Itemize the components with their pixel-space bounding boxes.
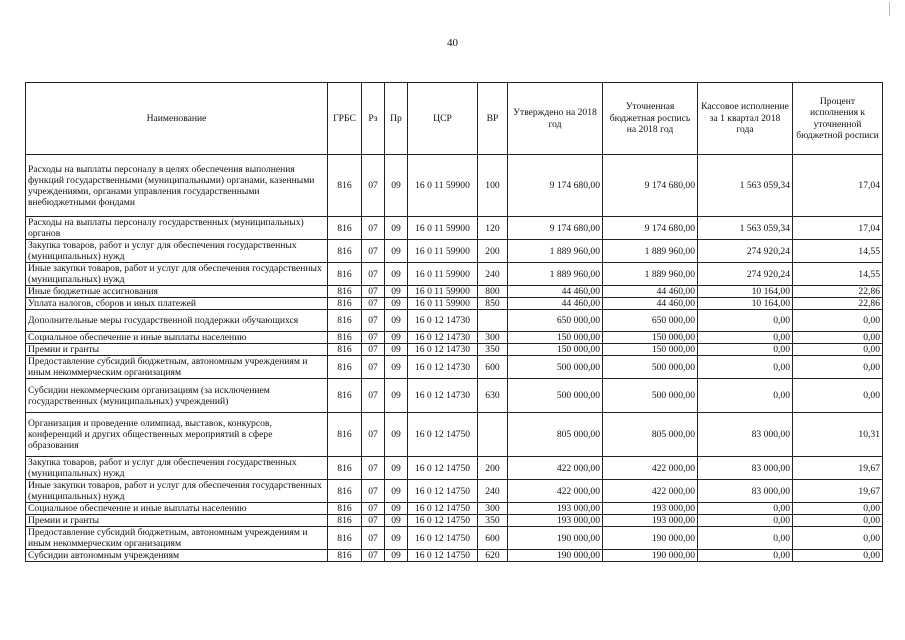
pr-cell: 09 [385, 240, 408, 263]
approved-cell: 500 000,00 [508, 356, 603, 379]
grbs-cell: 816 [328, 332, 362, 344]
pr-cell: 09 [385, 356, 408, 379]
cash-cell: 0,00 [698, 379, 793, 413]
grbs-cell: 816 [328, 503, 362, 515]
rz-cell: 07 [362, 550, 385, 562]
grbs-cell: 816 [328, 480, 362, 503]
row-name-cell: Организация и проведение олимпиад, выставок, конкурсов, конференций и других общественных мероприятий в сфере образования [26, 413, 328, 457]
page-number: 40 [447, 37, 458, 49]
percent-cell: 17,04 [793, 155, 883, 217]
vr-cell: 200 [478, 457, 508, 480]
refined-cell: 190 000,00 [603, 527, 698, 550]
refined-cell: 193 000,00 [603, 515, 698, 527]
row-name-cell: Иные закупки товаров, работ и услуг для обеспечения государственных (муниципальных) нужд [26, 480, 328, 503]
percent-cell: 22,86 [793, 286, 883, 298]
vr-cell: 100 [478, 155, 508, 217]
approved-cell: 190 000,00 [508, 550, 603, 562]
vr-cell: 800 [478, 286, 508, 298]
csr-cell: 16 0 11 59900 [408, 155, 478, 217]
refined-cell: 9 174 680,00 [603, 217, 698, 240]
rz-cell: 07 [362, 286, 385, 298]
rz-cell: 07 [362, 379, 385, 413]
pr-cell: 09 [385, 298, 408, 310]
table-row [26, 332, 883, 344]
grbs-cell: 816 [328, 263, 362, 286]
cash-cell: 0,00 [698, 344, 793, 356]
grbs-cell: 816 [328, 356, 362, 379]
cash-cell: 10 164,00 [698, 298, 793, 310]
row-name-cell: Иные бюджетные ассигнования [26, 286, 328, 298]
table-row [26, 480, 883, 503]
header-name: Наименование [26, 83, 328, 155]
pr-cell: 09 [385, 310, 408, 332]
row-name-cell: Закупка товаров, работ и услуг для обеспечения государственных (муниципальных) нужд [26, 457, 328, 480]
approved-cell: 150 000,00 [508, 332, 603, 344]
cash-cell: 83 000,00 [698, 413, 793, 457]
header-csr: ЦСР [408, 83, 478, 155]
table-row [26, 240, 883, 263]
pr-cell: 09 [385, 263, 408, 286]
approved-cell: 500 000,00 [508, 379, 603, 413]
cash-cell: 1 563 059,34 [698, 155, 793, 217]
vr-cell: 600 [478, 356, 508, 379]
approved-cell: 422 000,00 [508, 480, 603, 503]
cash-cell: 0,00 [698, 550, 793, 562]
vr-cell: 300 [478, 503, 508, 515]
approved-cell: 150 000,00 [508, 344, 603, 356]
pr-cell: 09 [385, 480, 408, 503]
row-name-cell: Премии и гранты [26, 515, 328, 527]
refined-cell: 150 000,00 [603, 344, 698, 356]
pr-cell: 09 [385, 286, 408, 298]
table-row [26, 263, 883, 286]
cash-cell: 0,00 [698, 527, 793, 550]
row-name-cell: Премии и гранты [26, 344, 328, 356]
header-cash: Кассовое исполнение за 1 квартал 2018 года [698, 83, 793, 155]
approved-cell: 193 000,00 [508, 503, 603, 515]
csr-cell: 16 0 12 14750 [408, 503, 478, 515]
approved-cell: 9 174 680,00 [508, 155, 603, 217]
refined-cell: 1 889 960,00 [603, 240, 698, 263]
pr-cell: 09 [385, 550, 408, 562]
grbs-cell: 816 [328, 413, 362, 457]
percent-cell: 0,00 [793, 503, 883, 515]
percent-cell: 0,00 [793, 344, 883, 356]
cash-cell: 1 563 059,34 [698, 217, 793, 240]
approved-cell: 1 889 960,00 [508, 240, 603, 263]
header-percent: Процент исполнения к уточненной бюджетной росписи [793, 83, 883, 155]
pr-cell: 09 [385, 457, 408, 480]
grbs-cell: 816 [328, 240, 362, 263]
pr-cell: 09 [385, 503, 408, 515]
percent-cell: 14,55 [793, 240, 883, 263]
grbs-cell: 816 [328, 286, 362, 298]
table-row [26, 457, 883, 480]
table-header-row [26, 83, 883, 155]
percent-cell: 0,00 [793, 550, 883, 562]
csr-cell: 16 0 11 59900 [408, 286, 478, 298]
row-name-cell: Субсидии автономным учреждениям [26, 550, 328, 562]
percent-cell: 0,00 [793, 379, 883, 413]
row-name-cell: Предоставление субсидий бюджетным, автономным учреждениям и иным некоммерческим организациям [26, 356, 328, 379]
vr-cell [478, 310, 508, 332]
rz-cell: 07 [362, 356, 385, 379]
header-pr: Пр [385, 83, 408, 155]
refined-cell: 422 000,00 [603, 457, 698, 480]
grbs-cell: 816 [328, 298, 362, 310]
csr-cell: 16 0 11 59900 [408, 263, 478, 286]
cash-cell: 83 000,00 [698, 480, 793, 503]
vr-cell: 350 [478, 515, 508, 527]
percent-cell: 19,67 [793, 480, 883, 503]
cash-cell: 83 000,00 [698, 457, 793, 480]
rz-cell: 07 [362, 344, 385, 356]
rz-cell: 07 [362, 310, 385, 332]
cash-cell: 0,00 [698, 332, 793, 344]
header-refined: Уточненная бюджетная роспись на 2018 год [603, 83, 698, 155]
cash-cell: 0,00 [698, 515, 793, 527]
vr-cell: 200 [478, 240, 508, 263]
grbs-cell: 816 [328, 310, 362, 332]
table-row [26, 527, 883, 550]
approved-cell: 44 460,00 [508, 286, 603, 298]
csr-cell: 16 0 12 14750 [408, 480, 478, 503]
rz-cell: 07 [362, 515, 385, 527]
percent-cell: 14,55 [793, 263, 883, 286]
pr-cell: 09 [385, 217, 408, 240]
csr-cell: 16 0 12 14750 [408, 527, 478, 550]
approved-cell: 805 000,00 [508, 413, 603, 457]
row-name-cell: Субсидии некоммерческим организациям (за исключением государственных (муниципальных) учреждений) [26, 379, 328, 413]
pr-cell: 09 [385, 379, 408, 413]
header-approved: Утверждено на 2018 год [508, 83, 603, 155]
row-name-cell: Уплата налогов, сборов и иных платежей [26, 298, 328, 310]
grbs-cell: 816 [328, 217, 362, 240]
rz-cell: 07 [362, 332, 385, 344]
vr-cell: 620 [478, 550, 508, 562]
percent-cell: 19,67 [793, 457, 883, 480]
pr-cell: 09 [385, 155, 408, 217]
budget-table [25, 82, 883, 562]
cash-cell: 0,00 [698, 310, 793, 332]
percent-cell: 0,00 [793, 310, 883, 332]
rz-cell: 07 [362, 503, 385, 515]
csr-cell: 16 0 12 14730 [408, 356, 478, 379]
approved-cell: 193 000,00 [508, 515, 603, 527]
rz-cell: 07 [362, 413, 385, 457]
csr-cell: 16 0 11 59900 [408, 240, 478, 263]
rz-cell: 07 [362, 527, 385, 550]
refined-cell: 1 889 960,00 [603, 263, 698, 286]
csr-cell: 16 0 12 14730 [408, 344, 478, 356]
csr-cell: 16 0 11 59900 [408, 217, 478, 240]
refined-cell: 44 460,00 [603, 298, 698, 310]
refined-cell: 44 460,00 [603, 286, 698, 298]
csr-cell: 16 0 12 14730 [408, 332, 478, 344]
refined-cell: 805 000,00 [603, 413, 698, 457]
approved-cell: 190 000,00 [508, 527, 603, 550]
page-edge-mark [889, 2, 890, 16]
vr-cell: 850 [478, 298, 508, 310]
approved-cell: 44 460,00 [508, 298, 603, 310]
vr-cell: 600 [478, 527, 508, 550]
approved-cell: 9 174 680,00 [508, 217, 603, 240]
refined-cell: 500 000,00 [603, 356, 698, 379]
table-row [26, 310, 883, 332]
refined-cell: 150 000,00 [603, 332, 698, 344]
vr-cell: 240 [478, 263, 508, 286]
vr-cell: 350 [478, 344, 508, 356]
percent-cell: 22,86 [793, 298, 883, 310]
approved-cell: 1 889 960,00 [508, 263, 603, 286]
rz-cell: 07 [362, 480, 385, 503]
row-name-cell: Дополнительные меры государственной поддержки обучающихся [26, 310, 328, 332]
table-row [26, 515, 883, 527]
table-body [26, 155, 883, 562]
row-name-cell: Расходы на выплаты персоналу в целях обеспечения выполнения функций государственными (муниципальными) органами, казенными учреждениями, органами управления государственными внебюджетными фондами [26, 155, 328, 217]
percent-cell: 0,00 [793, 332, 883, 344]
row-name-cell: Иные закупки товаров, работ и услуг для обеспечения государственных (муниципальных) нужд [26, 263, 328, 286]
table-row [26, 379, 883, 413]
table-row [26, 298, 883, 310]
csr-cell: 16 0 12 14750 [408, 457, 478, 480]
row-name-cell: Социальное обеспечение и иные выплаты населению [26, 332, 328, 344]
csr-cell: 16 0 12 14730 [408, 310, 478, 332]
grbs-cell: 816 [328, 550, 362, 562]
rz-cell: 07 [362, 240, 385, 263]
refined-cell: 650 000,00 [603, 310, 698, 332]
cash-cell: 274 920,24 [698, 240, 793, 263]
row-name-cell: Социальное обеспечение и иные выплаты населению [26, 503, 328, 515]
table-row [26, 550, 883, 562]
csr-cell: 16 0 12 14750 [408, 550, 478, 562]
percent-cell: 17,04 [793, 217, 883, 240]
cash-cell: 0,00 [698, 503, 793, 515]
table-row [26, 356, 883, 379]
csr-cell: 16 0 12 14750 [408, 515, 478, 527]
table-row [26, 217, 883, 240]
percent-cell: 0,00 [793, 527, 883, 550]
header-grbs: ГРБС [328, 83, 362, 155]
percent-cell: 0,00 [793, 515, 883, 527]
refined-cell: 9 174 680,00 [603, 155, 698, 217]
table-row [26, 413, 883, 457]
rz-cell: 07 [362, 217, 385, 240]
cash-cell: 0,00 [698, 356, 793, 379]
grbs-cell: 816 [328, 379, 362, 413]
row-name-cell: Предоставление субсидий бюджетным, автономным учреждениям и иным некоммерческим организациям [26, 527, 328, 550]
row-name-cell: Расходы на выплаты персоналу государственных (муниципальных) органов [26, 217, 328, 240]
percent-cell: 0,00 [793, 356, 883, 379]
table-row [26, 286, 883, 298]
vr-cell [478, 413, 508, 457]
table-row [26, 155, 883, 217]
pr-cell: 09 [385, 515, 408, 527]
table-row [26, 344, 883, 356]
refined-cell: 193 000,00 [603, 503, 698, 515]
cash-cell: 10 164,00 [698, 286, 793, 298]
cash-cell: 274 920,24 [698, 263, 793, 286]
vr-cell: 300 [478, 332, 508, 344]
vr-cell: 240 [478, 480, 508, 503]
pr-cell: 09 [385, 527, 408, 550]
grbs-cell: 816 [328, 515, 362, 527]
approved-cell: 422 000,00 [508, 457, 603, 480]
rz-cell: 07 [362, 457, 385, 480]
pr-cell: 09 [385, 332, 408, 344]
rz-cell: 07 [362, 298, 385, 310]
header-vr: ВР [478, 83, 508, 155]
csr-cell: 16 0 12 14750 [408, 413, 478, 457]
refined-cell: 190 000,00 [603, 550, 698, 562]
grbs-cell: 816 [328, 344, 362, 356]
row-name-cell: Закупка товаров, работ и услуг для обеспечения государственных (муниципальных) нужд [26, 240, 328, 263]
vr-cell: 120 [478, 217, 508, 240]
grbs-cell: 816 [328, 527, 362, 550]
refined-cell: 500 000,00 [603, 379, 698, 413]
vr-cell: 630 [478, 379, 508, 413]
pr-cell: 09 [385, 413, 408, 457]
csr-cell: 16 0 11 59900 [408, 298, 478, 310]
refined-cell: 422 000,00 [603, 480, 698, 503]
csr-cell: 16 0 12 14730 [408, 379, 478, 413]
rz-cell: 07 [362, 263, 385, 286]
header-rz: Рз [362, 83, 385, 155]
pr-cell: 09 [385, 344, 408, 356]
approved-cell: 650 000,00 [508, 310, 603, 332]
grbs-cell: 816 [328, 457, 362, 480]
rz-cell: 07 [362, 155, 385, 217]
grbs-cell: 816 [328, 155, 362, 217]
table-row [26, 503, 883, 515]
percent-cell: 10,31 [793, 413, 883, 457]
